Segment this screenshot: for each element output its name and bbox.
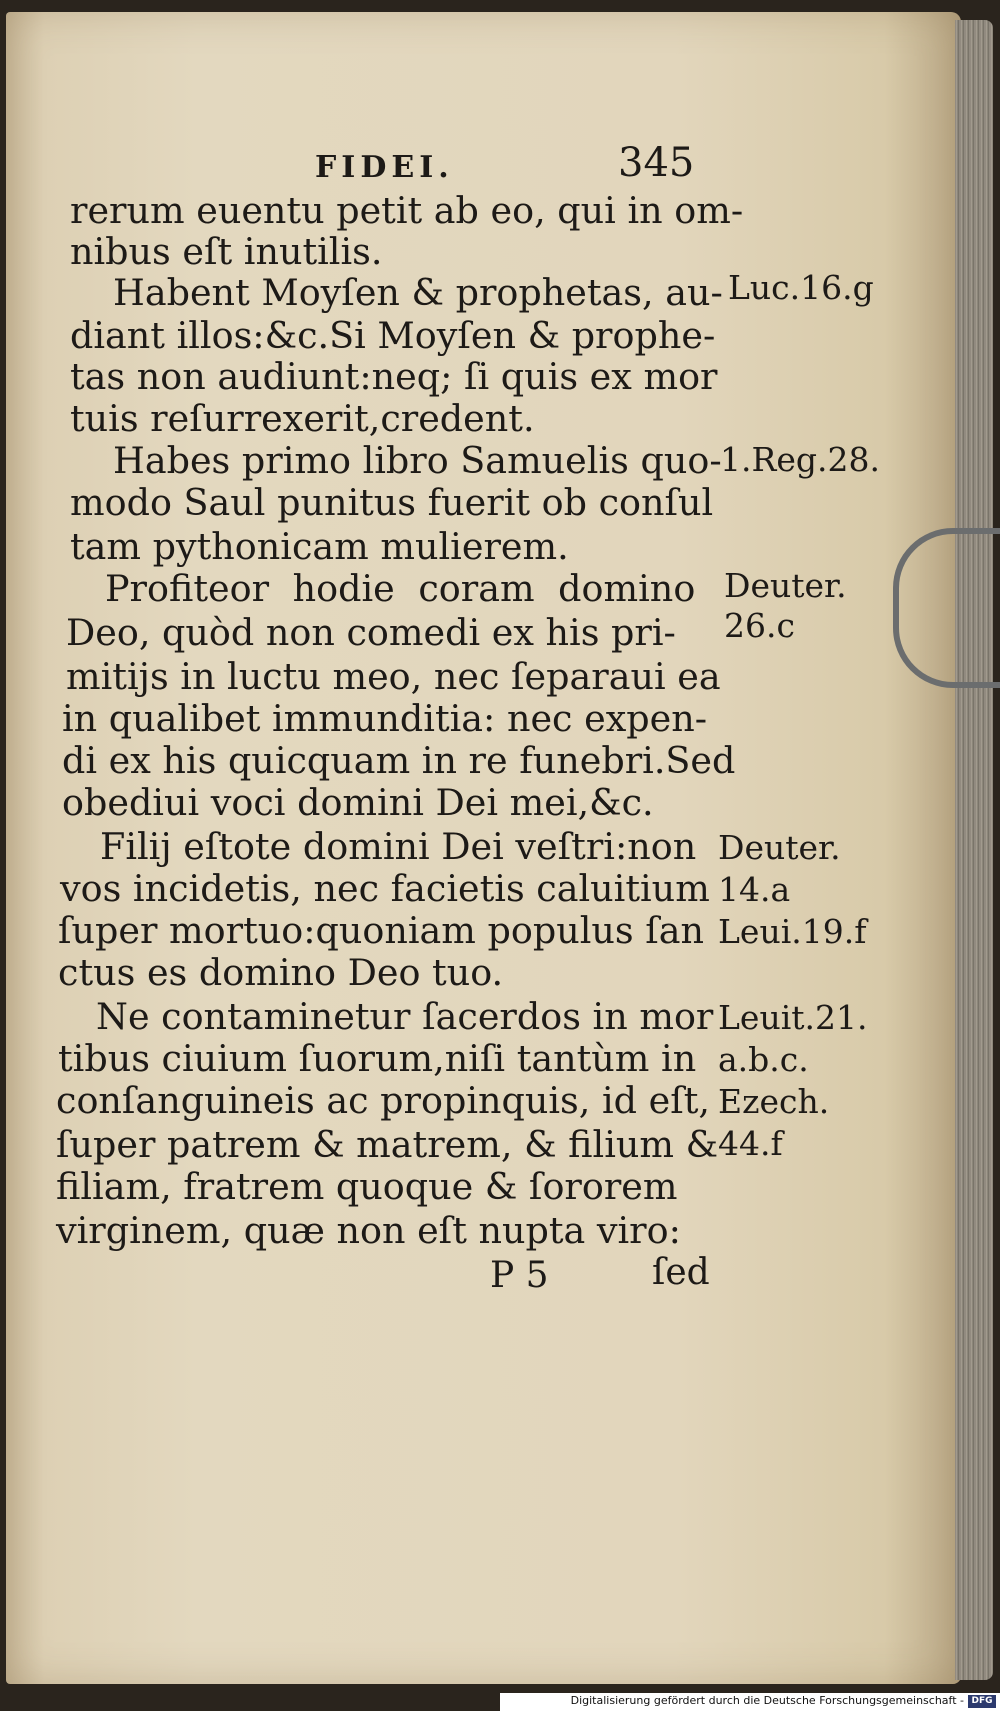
body-line: ſuper mortuo:quoniam populus ſan [58,909,705,952]
body-line: diant illos:&c.Si Moyſen & prophe- [70,314,716,357]
body-line: in qualibet immunditia: nec expen- [62,697,708,740]
page-number: 345 [618,140,695,186]
body-line: vos incidetis, nec facietis caluitium [60,867,710,910]
body-line: tas non audiunt:neq; ſi quis ex mor [70,355,718,398]
body-line: ctus es domino Deo tuo. [58,951,504,994]
margin-note: Leui.19.f [718,912,867,951]
margin-note: Leuit.21. [718,998,868,1037]
body-line: conſanguineis ac propinquis, id eſt, [56,1079,711,1122]
body-line: filiam, fratrem quoque & ſororem [56,1165,678,1208]
page-clip [893,528,1000,688]
body-line: Deo, quòd non comedi ex his pri- [66,611,676,654]
body-line: Ne contaminetur ſacerdos in mor [96,995,714,1038]
body-line: tam pythonicam mulierem. [70,525,569,568]
attribution-footer [500,1693,1000,1711]
margin-note: 1.Reg.28. [720,440,880,479]
margin-note: 14.a [718,870,791,909]
margin-note: Ezech. [718,1082,830,1121]
page-edges [955,20,993,1680]
body-line: Filij eſtote domini Dei veſtri:non [100,825,697,868]
body-line: Habent Moyſen & prophetas, au- [113,271,723,314]
body-line: modo Saul punitus fuerit ob conſul [70,481,714,524]
margin-note: Deuter. [724,566,847,605]
margin-note: 44.f [718,1124,783,1163]
body-line: ſuper patrem & matrem, & filium & [56,1123,719,1166]
margin-note: a.b.c. [718,1040,809,1079]
body-line: obediui voci domini Dei mei,&c. [62,781,654,824]
body-line: Habes primo libro Samuelis quo- [113,439,722,482]
body-line: di ex his quicquam in re funebri.Sed [62,739,736,782]
body-line: nibus eſt inutilis. [70,230,383,273]
margin-note: Deuter. [718,828,841,867]
running-head-title: FIDEI. [315,150,454,185]
body-line: Profiteor hodie coram domino [105,567,696,610]
catchword: ſed [652,1252,710,1293]
margin-note: Luc.16.g [728,268,874,307]
body-line: tibus ciuium ſuorum,niſi tantùm in [58,1037,697,1080]
attribution-text: Digitalisierung gefördert durch die Deutsche Forschungsgemeinschaft - [570,1694,964,1707]
body-line: tuis reſurrexerit,credent. [70,397,535,440]
body-line: rerum euentu petit ab eo, qui in om- [70,189,744,232]
body-line: virginem, quæ non eſt nupta viro: [56,1209,681,1252]
signature-mark: P 5 [490,1255,549,1296]
body-line: mitijs in luctu meo, nec ſeparaui ea [66,655,721,698]
margin-note: 26.c [724,606,795,645]
dfg-logo-icon: DFG [968,1695,996,1708]
